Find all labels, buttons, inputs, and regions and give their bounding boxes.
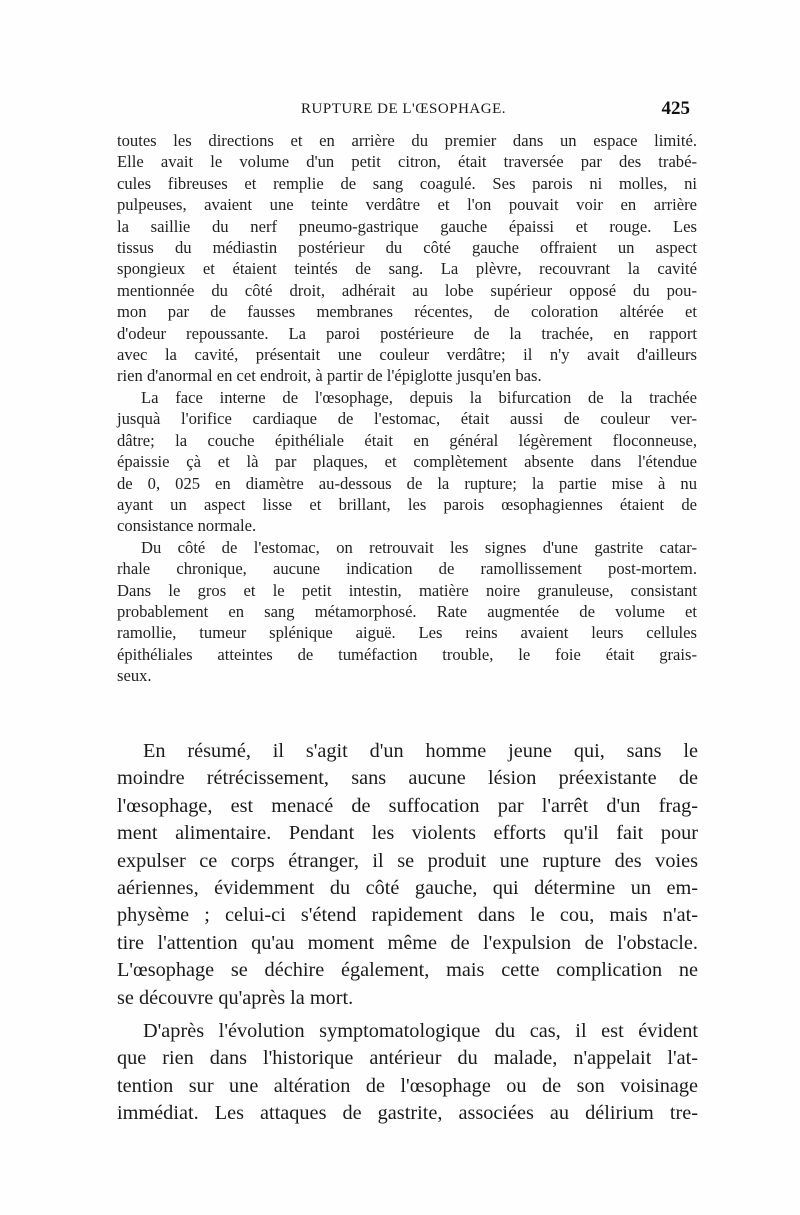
text-line: expulser ce corps étranger, il se produit une rupture des voies	[117, 849, 698, 872]
text-line: moindre rétrécissement, sans aucune lésion préexistante de	[117, 767, 698, 790]
text-line: L'œsophage se déchire également, mais cette complication ne	[117, 959, 698, 982]
text-line: tention sur une altération de l'œsophage ou de son voisinage	[117, 1074, 698, 1097]
text-line: ayant un aspect lisse et brillant, les parois œsophagiennes étaient de	[117, 494, 697, 514]
text-line: aériennes, évidemment du côté gauche, qui détermine un em-	[117, 877, 698, 900]
text-line: probablement en sang métamorphosé. Rate augmentée de volume et	[117, 601, 697, 621]
text-line: dâtre; la couche épithéliale était en général légèrement floconneuse,	[117, 430, 697, 450]
text-line: ment alimentaire. Pendant les violents efforts qu'il fait pour	[117, 822, 698, 845]
running-head-title: RUPTURE DE L'ŒSOPHAGE.	[301, 101, 506, 117]
paragraph-autopsy-cavity	[117, 130, 697, 387]
text-line: de 0, 025 en diamètre au-dessous de la rupture; la partie mise à nu	[117, 473, 697, 493]
text-line: En résumé, il s'agit d'un homme jeune qui, sans le	[143, 740, 698, 762]
running-head	[117, 98, 690, 122]
paragraph-summary	[117, 738, 698, 1012]
small-print-section	[117, 130, 697, 687]
text-line: épaissie çà et là par plaques, et complètement absente dans l'étendue	[117, 452, 697, 472]
text-line: rien d'anormal en cet endroit, à partir de l'épiglotte jusqu'en bas.	[117, 366, 542, 386]
main-text-section	[117, 738, 698, 1128]
text-line: physème ; celui-ci s'étend rapidement dans le cou, mais n'at-	[117, 904, 698, 927]
text-line: D'après l'évolution symptomatologique du cas, il est évident	[143, 1020, 698, 1043]
text-line: épithéliales atteintes de tuméfaction trouble, le foie était grais-	[117, 644, 697, 664]
text-line: d'odeur repoussante. La paroi postérieure de la trachée, en rapport	[117, 323, 697, 343]
text-line: seux.	[117, 666, 152, 686]
text-line: l'œsophage, est menacé de suffocation par l'arrêt d'un frag-	[117, 794, 698, 817]
text-line: consistance normale.	[117, 516, 257, 536]
page-number: 425	[661, 98, 690, 119]
text-line: cules fibreuses et remplie de sang coagulé. Ses parois ni molles, ni	[117, 173, 697, 193]
text-line: pulpeuses, avaient une teinte verdâtre et l'on pouvait voir en arrière	[117, 195, 697, 215]
paragraph-evolution	[117, 1018, 698, 1128]
text-line: jusquà l'orifice cardiaque de l'estomac, était aussi de couleur ver-	[117, 409, 697, 429]
text-line: que rien dans l'historique antérieur du malade, n'appelait l'at-	[117, 1047, 698, 1070]
text-line: Elle avait le volume d'un petit citron, était traversée par des trabé-	[117, 152, 697, 172]
text-line: Du côté de l'estomac, on retrouvait les signes d'une gastrite catar-	[141, 537, 697, 557]
paragraph-oesophagus-interior	[117, 387, 697, 537]
text-line: La face interne de l'œsophage, depuis la bifurcation de la trachée	[141, 387, 697, 407]
text-line: se découvre qu'après la mort.	[117, 986, 354, 1009]
text-line: avec la cavité, présentait une couleur verdâtre; il n'y avait d'ailleurs	[117, 345, 697, 365]
text-line: tissus du médiastin postérieur du côté gauche offraient un aspect	[117, 238, 697, 258]
paragraph-stomach	[117, 537, 697, 687]
text-line: mon par de fausses membranes récentes, de coloration altérée et	[117, 302, 697, 322]
text-line: tire l'attention qu'au moment même de l'expulsion de l'obstacle.	[117, 931, 698, 954]
text-line: mentionnée du côté droit, adhérait au lobe supérieur opposé du pou-	[117, 280, 697, 300]
text-line: ramollie, tumeur splénique aiguë. Les reins avaient leurs cellules	[117, 623, 697, 643]
text-line: toutes les directions et en arrière du premier dans un espace limité.	[117, 131, 697, 150]
text-line: la saillie du nerf pneumo-gastrique gauche épaissi et rouge. Les	[117, 216, 697, 236]
text-line: Dans le gros et le petit intestin, matière noire granuleuse, consistant	[117, 580, 697, 600]
text-line: spongieux et étaient teintés de sang. La plèvre, recouvrant la cavité	[117, 259, 697, 279]
text-line: immédiat. Les attaques de gastrite, associées au délirium tre-	[117, 1102, 698, 1125]
text-line: rhale chronique, aucune indication de ramollissement post-mortem.	[117, 559, 697, 579]
